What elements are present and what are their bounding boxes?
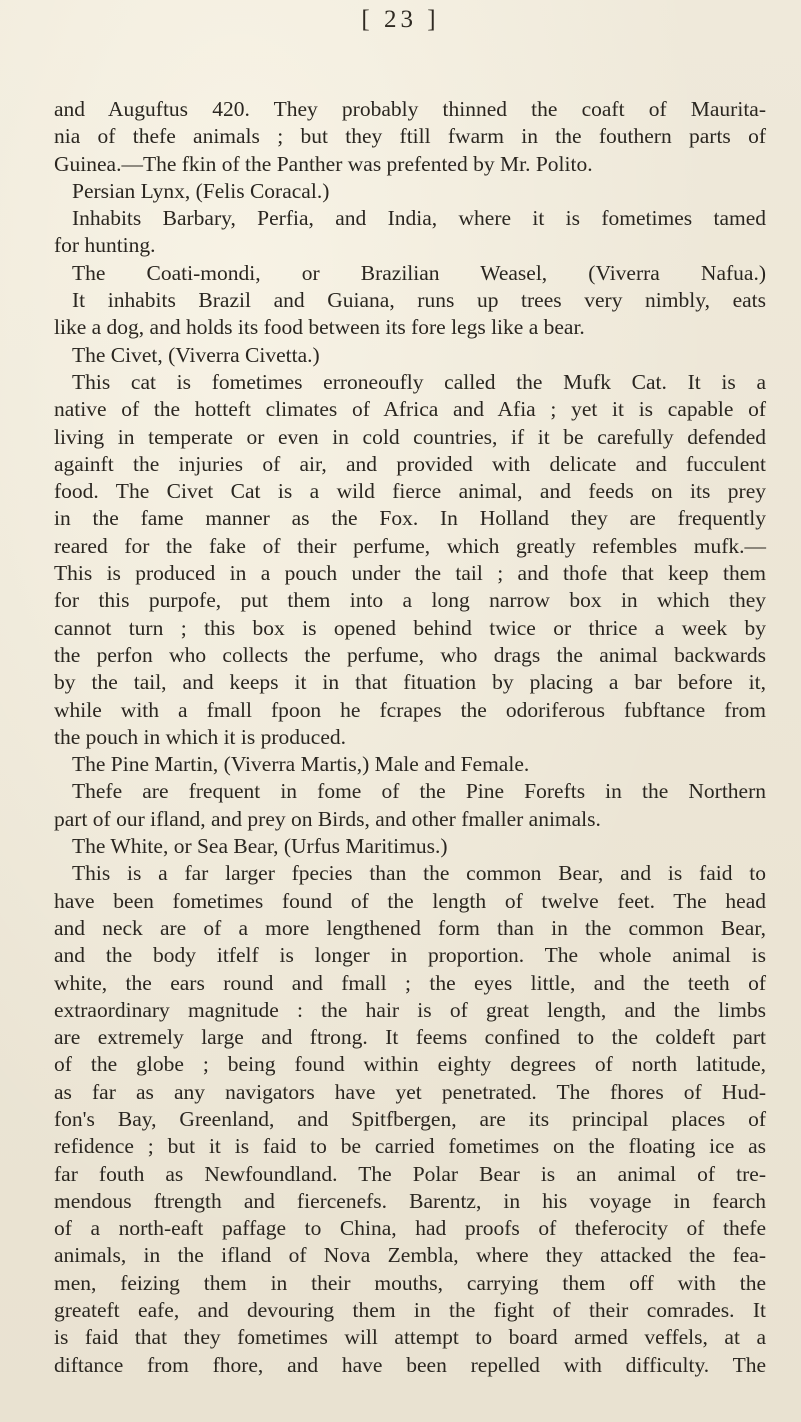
text-line: by the tail, and keeps it in that fituation by placing a bar before it, [54, 670, 766, 695]
text-line: the pouch in which it is produced. [54, 724, 346, 749]
text-line: men, feizing them in their mouths, carrying them off with the [54, 1270, 766, 1295]
text-line: Thefe are frequent in fome of the Pine Forefts in the Northern [72, 779, 766, 804]
text-line: far fouth as Newfoundland. The Polar Bear is an animal of tre- [54, 1161, 766, 1186]
body-text [54, 96, 766, 1379]
text-line: is faid that they fometimes will attempt to board armed veffels, at a [54, 1325, 766, 1350]
text-line: The Civet, (Viverra Civetta.) [72, 342, 320, 367]
text-line: native of the hotteft climates of Africa and Afia ; yet it is capable of [54, 397, 766, 422]
text-line: extraordinary magnitude : the hair is of great length, and the limbs [54, 997, 766, 1022]
text-line: Persian Lynx, (Felis Coracal.) [72, 178, 330, 203]
text-line: It inhabits Brazil and Guiana, runs up trees very nimbly, eats [72, 288, 766, 313]
text-line: and the body itfelf is longer in proportion. The whole animal is [54, 943, 766, 968]
text-line: Guinea.—The fkin of the Panther was prefented by Mr. Polito. [54, 151, 593, 176]
text-line: as far as any navigators have yet penetrated. The fhores of Hud- [54, 1079, 766, 1104]
text-line: refidence ; but it is faid to be carried fometimes on the floating ice as [54, 1134, 766, 1159]
text-line: of the globe ; being found within eighty degrees of north latitude, [54, 1052, 766, 1077]
text-line: are extremely large and ftrong. It feems confined to the coldeft part [54, 1025, 766, 1050]
text-line: have been fometimes found of the length of twelve feet. The head [54, 888, 766, 913]
text-line: diftance from fhore, and have been repelled with difficulty. The [54, 1352, 766, 1377]
text-line: cannot turn ; this box is opened behind twice or thrice a week by [54, 615, 766, 640]
text-line: This is a far larger fpecies than the common Bear, and is faid to [72, 861, 766, 886]
text-line: greateft eafe, and devouring them in the fight of their comrades. It [54, 1298, 766, 1323]
text-line: food. The Civet Cat is a wild fierce animal, and feeds on its prey [54, 479, 766, 504]
text-line: white, the ears round and fmall ; the eyes little, and the teeth of [54, 970, 766, 995]
text-line: part of our ifland, and prey on Birds, and other fmaller animals. [54, 806, 601, 831]
text-line: while with a fmall fpoon he fcrapes the odoriferous fubftance from [54, 697, 766, 722]
text-line: for hunting. [54, 233, 156, 258]
text-line: fon's Bay, Greenland, and Spitfbergen, are its principal places of [54, 1106, 766, 1131]
text-line: in the fame manner as the Fox. In Holland they are frequently [54, 506, 766, 531]
text-line: mendous ftrength and fiercenefs. Barentz, in his voyage in fearch [54, 1188, 766, 1213]
text-line: animals, in the ifland of Nova Zembla, where they attacked the fea- [54, 1243, 766, 1268]
text-line: The Coati-mondi, or Brazilian Weasel, (Viverra Nafua.) [72, 260, 766, 285]
text-line: the perfon who collects the perfume, who drags the animal backwards [54, 642, 766, 667]
text-line: againft the injuries of air, and provided with delicate and fucculent [54, 451, 766, 476]
text-line: like a dog, and holds its food between its fore legs like a bear. [54, 315, 585, 340]
text-line: and Auguftus 420. They probably thinned the coaft of Maurita- [54, 97, 766, 121]
text-line: Inhabits Barbary, Perfia, and India, where it is fometimes tamed [72, 206, 766, 231]
page-number: [ 23 ] [361, 6, 440, 33]
text-line: reared for the fake of their perfume, which greatly refembles mufk.— [54, 533, 766, 558]
text-line: and neck are of a more lengthened form than in the common Bear, [54, 915, 766, 940]
text-line: The Pine Martin, (Viverra Martis,) Male and Female. [72, 752, 530, 777]
text-line: nia of thefe animals ; but they ftill fwarm in the fouthern parts of [54, 124, 766, 149]
text-line: living in temperate or even in cold countries, if it be carefully defended [54, 424, 766, 449]
text-line: of a north-eaft paffage to China, had proofs of theferocity of thefe [54, 1216, 766, 1241]
text-line: for this purpofe, put them into a long narrow box in which they [54, 588, 766, 613]
text-line: This cat is fometimes erroneoufly called the Mufk Cat. It is a [72, 369, 766, 394]
text-line: This is produced in a pouch under the tail ; and thofe that keep them [54, 561, 766, 586]
text-line: The White, or Sea Bear, (Urfus Maritimus.) [72, 834, 448, 859]
